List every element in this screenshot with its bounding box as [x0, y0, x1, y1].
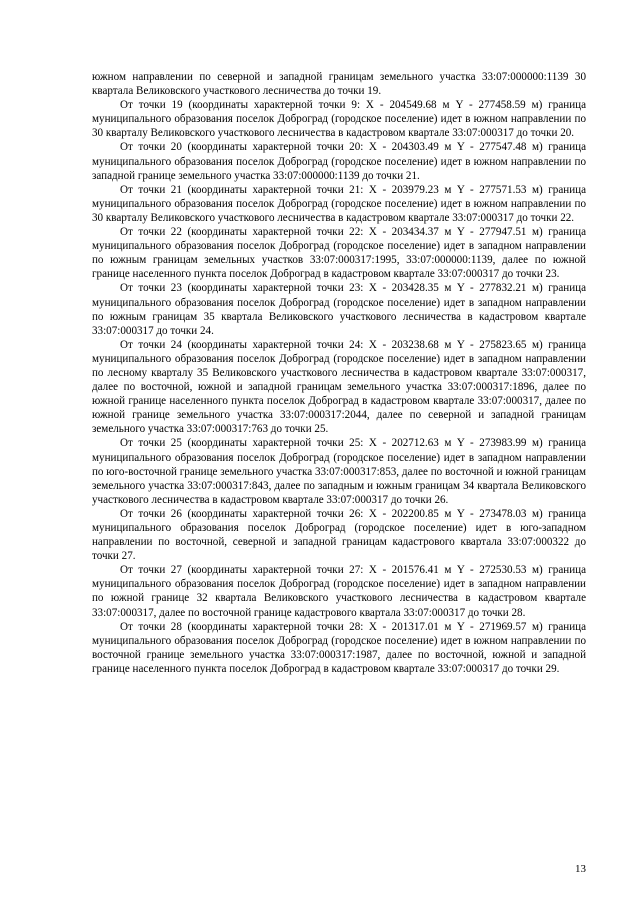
paragraph-point-25: От точки 25 (координаты характерной точки 25: X - 202712.63 м Y - 273983.99 м) граница муниципального образования поселок Доброград (городское поселение) идет в западном направлении по юго-восточной границе земельного участка 33:07:000317:853, далее по восточной и южной границам земельного участка 33:07:000317:843, далее по западным и южным границам 34 квартала Великовского участкового лесничества в кадастровом квартале 33:07:000317 до точки 26.: [92, 437, 586, 506]
paragraph-point-23: От точки 23 (координаты характерной точки 23: X - 203428.35 м Y - 277832.21 м) граница муниципального образования поселок Доброград (городское поселение) идет в западном направлении по южным границам 35 квартала Великовского участкового лесничества в кадастровом квартале 33:07:000317 до точки 24.: [92, 282, 586, 337]
paragraph-point-28: От точки 28 (координаты характерной точки 28: X - 201317.01 м Y - 271969.57 м) граница муниципального образования поселок Доброград (городское поселение) идет в южном направлении по восточной границе земельного участка 33:07:000317:1987, далее по восточной, южной и западной границе населенного пункта поселок Доброград в кадастровом квартале 33:07:000317 до точки 29.: [92, 620, 586, 675]
paragraph-point-22: От точки 22 (координаты характерной точки 22: X - 203434.37 м Y - 277947.51 м) граница муниципального образования поселок Доброград (городское поселение) идет в западном направлении по южным границам земельных участков 33:07:000317:1995, 33:07:000000:1139, далее по южной границе населенного пункта поселок Доброград в кадастровом квартале 33:07:000317 до точки 23.: [92, 226, 586, 281]
paragraph-point-26: От точки 26 (координаты характерной точки 26: X - 202200.85 м Y - 273478.03 м) граница муниципального образования поселок Доброград (городское поселение) идет в юго-западном направлении по восточной, северной и западной границам кадастрового квартала 33:07:000322 до точки 27.: [92, 507, 586, 563]
paragraph-point-24: От точки 24 (координаты характерной точки 24: X - 203238.68 м Y - 275823.65 м) граница муниципального образования поселок Доброград (городское поселение) идет в западном направлении по лесному кварталу 35 Великовского участкового лесничества в кадастровом квартале 33:07:000317, далее по восточной, южной и западной границам земельного участка 33:07:000317:1896, далее по южной границе населенного пункта поселок Доброград в кадастровом квартале 33:07:000317, далее по южной границе земельного участка 33:07:000317:2044, далее по северной и западной границам земельного участка 33:07:000317:763 до точки 25.: [92, 338, 586, 436]
paragraph-point-21: От точки 21 (координаты характерной точки 21: X - 203979.23 м Y - 277571.53 м) граница муниципального образования поселок Доброград (городское поселение) идет в южном направлении по 30 кварталу Великовского участкового лесничества в кадастровом квартале 33:07:000317 до точки 22.: [92, 183, 586, 224]
paragraph-continuation: южном направлении по северной и западной границам земельного участка 33:07:000000:1139 30 квартала Великовского участкового лесничества до точки 19.: [92, 71, 586, 98]
paragraph-point-19: От точки 19 (координаты характерной точки 9: X - 204549.68 м Y - 277458.59 м) граница муниципального образования поселок Доброград (городское поселение) идет в южном направлении по 30 кварталу Великовского участкового лесничества в кадастровом квартале 33:07:000317 до точки 20.: [92, 99, 586, 140]
paragraph-point-27: От точки 27 (координаты характерной точки 27: X - 201576.41 м Y - 272530.53 м) граница муниципального образования поселок Доброград (городское поселение) идет в западном направлении по южной границе 32 квартала Великовского участкового лесничества в кадастровом квартале 33:07:000317, далее по восточной границе кадастрового квартала 33:07:000317 до точки 28.: [92, 564, 586, 619]
paragraph-point-20: От точки 20 (координаты характерной точки 20: X - 204303.49 м Y - 277547.48 м) граница муниципального образования поселок Доброград (городское поселение) идет в южном направлении по западной границе земельного участка 33:07:000000:1139 до точки 21.: [92, 141, 586, 182]
document-body: [92, 70, 586, 676]
page-number: 13: [575, 863, 586, 875]
